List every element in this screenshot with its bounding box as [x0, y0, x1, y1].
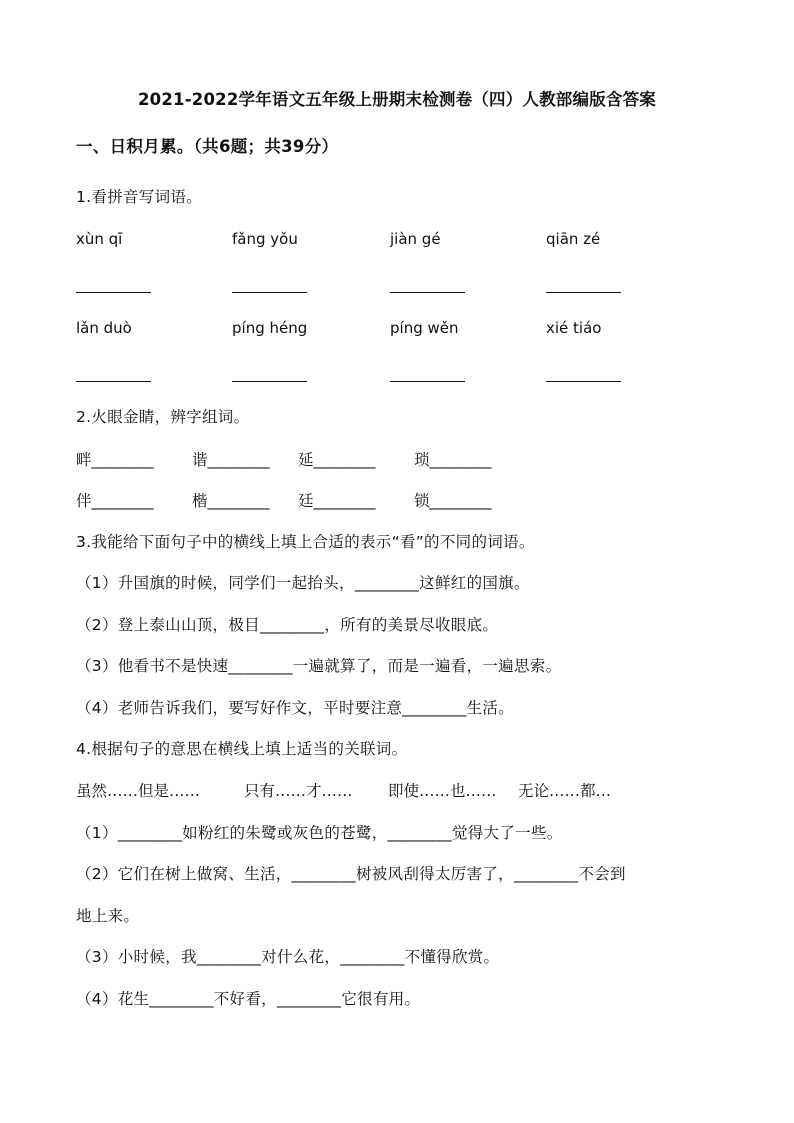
pinyin-2: fǎng yǒu: [232, 230, 298, 248]
question-3-prompt: 3.我能给下面句子中的横线上填上合适的表示“看”的不同的词语。: [76, 533, 535, 551]
question-4-item-3: （3）小时候，我________对什么花，________不懂得欣赏。: [76, 948, 500, 966]
question-4-item-2: （2）它们在树上做窝、生活，________树被风刮得太厉害了，________不会到: [76, 865, 626, 883]
pinyin-3: jiàn gé: [390, 230, 441, 248]
answer-blank[interactable]: [76, 292, 151, 293]
page-title: 2021-2022学年语文五年级上册期末检测卷（四）人教部编版含答案: [138, 90, 656, 109]
question-3-item-3: （3）他看书不是快速________一遍就算了，而是一遍看，一遍思索。: [76, 657, 562, 675]
question-3-item-1: （1）升国旗的时候，同学们一起抬头，________这鲜红的国旗。: [76, 574, 530, 592]
pinyin-1: xùn qī: [76, 230, 123, 248]
word-item: 锁________: [414, 492, 492, 510]
word-item: 楷________: [192, 492, 270, 510]
word-item: 琐________: [414, 451, 492, 469]
option-chip: 无论……都…: [518, 782, 612, 800]
question-4-item-4: （4）花生________不好看，________它很有用。: [76, 990, 421, 1008]
pinyin-5: lǎn duò: [76, 319, 132, 337]
question-3-item-4: （4）老师告诉我们，要写好作文，平时要注意________生活。: [76, 699, 514, 717]
pinyin-7: píng wěn: [390, 319, 459, 337]
question-4-item-2-continued: 地上来。: [76, 907, 140, 925]
answer-blank[interactable]: [390, 292, 465, 293]
option-chip: 即使……也……: [388, 782, 497, 800]
question-1-prompt: 1.看拼音写词语。: [76, 188, 202, 206]
question-3-item-2: （2）登上泰山山顶，极目________，所有的美景尽收眼底。: [76, 616, 499, 634]
pinyin-8: xié tiáo: [546, 319, 602, 337]
answer-blank[interactable]: [232, 381, 307, 382]
pinyin-4: qiān zé: [546, 230, 601, 248]
word-item: 畔________: [76, 451, 154, 469]
answer-blank[interactable]: [546, 292, 621, 293]
question-4-item-1: （1）________如粉红的朱鹭或灰色的苍鹭，________觉得大了一些。: [76, 824, 563, 842]
answer-blank[interactable]: [390, 381, 465, 382]
pinyin-6: píng héng: [232, 319, 308, 337]
word-item: 延________: [298, 451, 376, 469]
word-item: 谐________: [192, 451, 270, 469]
answer-blank[interactable]: [232, 292, 307, 293]
question-2-prompt: 2.火眼金睛，辨字组词。: [76, 408, 250, 426]
answer-blank[interactable]: [546, 381, 621, 382]
word-item: 廷________: [298, 492, 376, 510]
option-chip: 只有……才……: [244, 782, 353, 800]
option-chip: 虽然……但是……: [76, 782, 201, 800]
word-item: 伴________: [76, 492, 154, 510]
section-heading: 一、日积月累。（共6题；共39分）: [76, 137, 339, 156]
answer-blank[interactable]: [76, 381, 151, 382]
question-4-prompt: 4.根据句子的意思在横线上填上适当的关联词。: [76, 740, 408, 758]
